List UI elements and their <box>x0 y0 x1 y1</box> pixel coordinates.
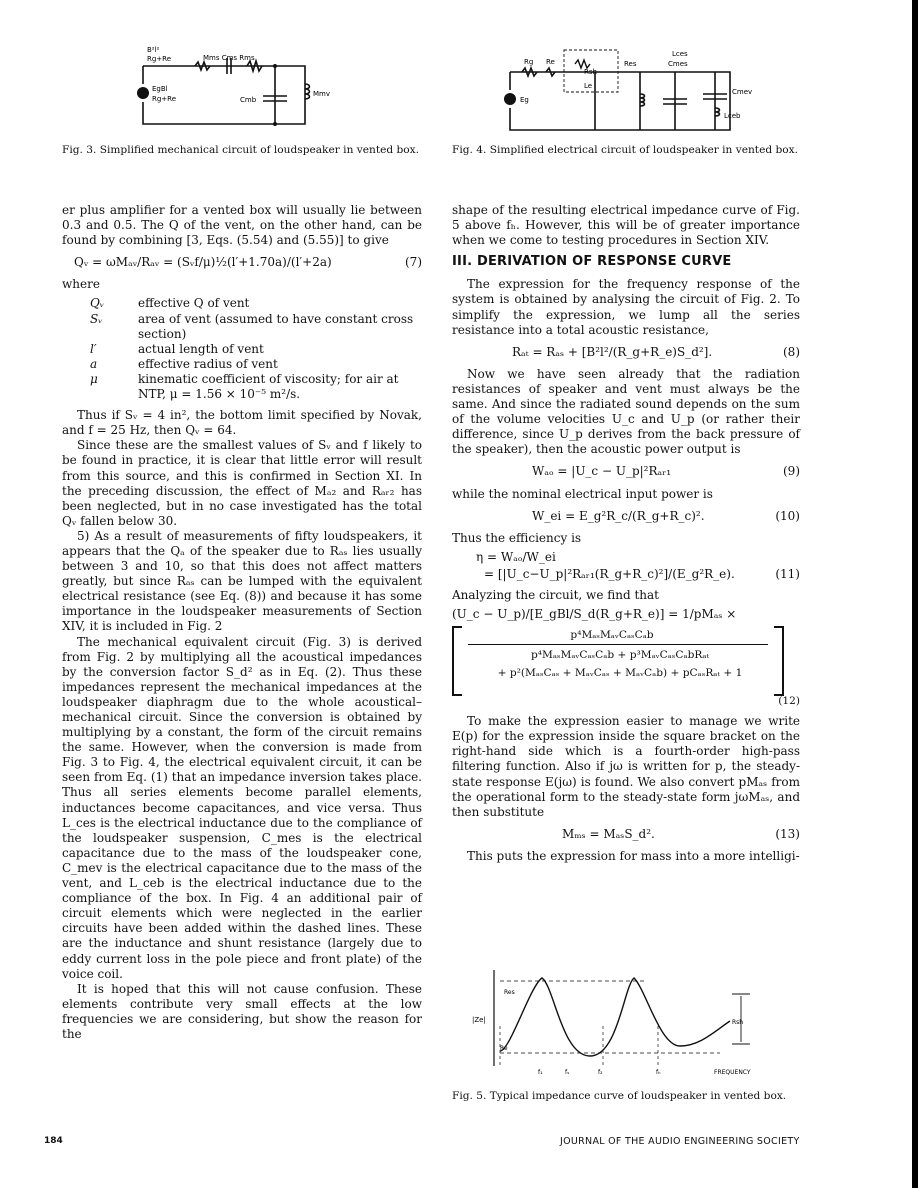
equation-10-number: (10) <box>775 508 800 523</box>
equation-8-number: (8) <box>783 344 800 359</box>
equation-11b <box>452 567 800 582</box>
equation-13 <box>452 827 800 842</box>
definition-symbol: l′ <box>90 341 97 356</box>
page-edge-bar <box>912 0 918 1188</box>
definition-symbol: Sᵥ <box>90 311 103 326</box>
definition-text: area of vent (assumed to have constant cross section) <box>138 311 414 341</box>
fig5-tick-fs: fₛ <box>565 1069 570 1076</box>
fig5-axis-label: FREQUENCY <box>714 1069 751 1076</box>
fig3-label-cmb: Cmb <box>240 96 257 104</box>
equation-13-expr: Mₘₛ = MₐₛS_d². <box>562 826 655 841</box>
fig5-tick-fh: fₕ <box>656 1069 661 1076</box>
fig5-label-res: Res <box>504 989 515 996</box>
symbol-definitions <box>62 296 422 402</box>
fig4-label-cmes: Cmes <box>668 60 688 68</box>
fig5-impedance-curve <box>470 966 790 1078</box>
equation-11-number: (11) <box>775 566 800 581</box>
definition-item <box>62 312 422 342</box>
equation-12-number: (12) <box>778 695 800 708</box>
fig3-label-top: B²l² <box>147 46 160 54</box>
definition-text: kinematic coefficient of viscosity; for air at NTP, μ = 1.56 × 10⁻⁵ m²/s. <box>138 371 399 402</box>
equation-9-number: (9) <box>783 464 800 479</box>
fig5-label-rsh: Rsh <box>732 1019 744 1026</box>
right-paragraph-1: shape of the resulting electrical impedance curve of Fig. 5 above fₕ. However, this will be of greater importance when we come to testing procedures in Section XIV. <box>452 203 800 248</box>
right-paragraph-2: The expression for the frequency response of the system is obtained by analysing the circuit of Fig. 2. To simplify the expression, we lump all the series resistance into a total acoustic resistance, <box>452 277 800 337</box>
fig5-label-ze: |Ze| <box>472 1016 486 1024</box>
fig4-label-lceb: Lceb <box>724 112 741 120</box>
fig4-label-re: Re <box>546 58 555 66</box>
fig4-label-rsh: Rsh <box>584 68 597 76</box>
equation-12-head: (U_c − U_p)/[E_gBl/S_d(R_g+R_e)] = 1/pMₐₛ × <box>452 607 737 622</box>
fig4-label-lces: Lces <box>672 50 688 58</box>
fig3-label-mmv: Mmv <box>313 90 331 98</box>
left-paragraph-1: er plus amplifier for a vented box will usually lie between 0.3 and 0.5. The Q of the vent, on the other hand, can be found by combining [3, Eqs. (5.54) and (5.55)] to give <box>62 203 422 248</box>
fig4-caption: Fig. 4. Simplified electrical circuit of loudspeaker in vented box. <box>452 144 798 156</box>
equation-12-fraction <box>452 626 800 710</box>
definition-symbol: a <box>90 356 98 371</box>
where-label: where <box>62 277 100 292</box>
equation-9 <box>452 464 800 479</box>
page-number: 184 <box>44 1136 63 1146</box>
right-paragraph-4: while the nominal electrical input power is <box>452 486 713 501</box>
fig3-mechanical-circuit <box>135 44 335 134</box>
definition-text: actual length of vent <box>138 341 264 356</box>
fig5-tick-f2: f₂ <box>598 1069 603 1076</box>
left-paragraph-5: The mechanical equivalent circuit (Fig. 3) is derived from Fig. 2 by multiplying all the acoustical impedances by the conversion factor S_d² as in Eq. (2). Thus these impedances represent the mechanical impedances at the loudspeaker diaphragm due to the whole acoustical–mechanical circuit. Since the conversion is obtained by multiplying by a constant, the form of the circuit remains the same. However, when the conversion is made from Fig. 3 to Fig. 4, the electrical equivalent circuit, it can be seen from Eq. (1) that an impedance inversion takes place. Thus all series elements become parallel elements, inductances become capacitances, and vice versa. Thus L_ces is the electrical inductance due to the compliance of the loudspeaker suspension, C_mes is the electrical capacitance due to the mass of the loudspeaker cone, C_mev is the electrical capacitance due to the mass of the vent, and L_ceb is the electrical inductance due to the compliance of the box. In Fig. 4 an additional pair of circuit elements which were neglected in the earlier circuits have been added within the dashed lines. These are the inductance and shunt resistance (largely due to eddy current loss in the pole piece and front plate) of the voice coil. <box>62 634 422 981</box>
definition-symbol: Qᵥ <box>90 296 105 311</box>
fig4-electrical-circuit <box>500 44 770 136</box>
fig4-label-le: Le <box>584 82 593 90</box>
definition-item <box>62 357 422 372</box>
fig4-label-res: Res <box>624 60 637 68</box>
left-paragraph-3: Since these are the smallest values of Sᵥ and f likely to be found in practice, it is clear that little error will result from this source, and this is confirmed in Section XI. In the preceding discussion, the effect of Mₐ₂ and Rₐᵣ₂ has been neglected, but in no case investigated has the total Qᵥ fallen below 30. <box>62 438 422 528</box>
definition-symbol: μ <box>90 371 98 386</box>
definition-item <box>62 372 422 402</box>
left-paragraph-2: Thus if Sᵥ = 4 in², the bottom limit specified by Novak, and f = 25 Hz, then Qᵥ = 64. <box>62 408 422 438</box>
equation-11b-expr: = [|U_c−U_p|²Rₐᵣ₁(R_g+R_c)²]/(E_g²R_e). <box>484 566 735 581</box>
journal-name: JOURNAL OF THE AUDIO ENGINEERING SOCIETY <box>560 1136 800 1147</box>
fig3-label-src-num: EgBl <box>152 85 168 93</box>
equation-10 <box>452 509 800 524</box>
fig5-tick-f1: f₁ <box>538 1069 543 1076</box>
left-paragraph-6: It is hoped that this will not cause confusion. These elements contribute very small effects at the low frequencies we are considering, but show the reason for the <box>62 981 422 1041</box>
right-column <box>452 203 800 864</box>
fig5-label-re: Re <box>500 1045 508 1052</box>
fig3-label-top-den: Rg+Re <box>147 55 172 63</box>
equation-12-numerator: p⁴MₐₛMₐᵥCₐₛCₐb <box>570 629 654 642</box>
fig3-label-src-den: Rg+Re <box>152 95 177 103</box>
equation-7-expr: Qᵥ = ωMₐᵥ/Rₐᵥ = (Sᵥf/μ)½(l′+1.70a)/(l′+2a) <box>74 255 332 270</box>
equation-11a <box>452 550 800 565</box>
equation-11a-expr: η = Wₐₒ/W_ei <box>476 549 556 564</box>
fig4-label-cmev: Cmev <box>732 88 753 96</box>
equation-7 <box>62 255 422 270</box>
right-paragraph-3: Now we have seen already that the radiation resistances of speaker and vent must always be the same. And since the radiated sound depends on the sum of the volume velocities U_c and U_p (or rather their difference, since U_p derives from the back pressure of the speaker), then the acoustic power output is <box>452 366 800 457</box>
right-paragraph-7: To make the expression easier to manage we write E(p) for the expression inside the square bracket on the right-hand side which is a fourth-order high-pass filtering function. Also if jω is written for p, the steady-state response E(jω) is found. We also convert pMₐₛ from the operational form to the steady-state form jωMₐₛ, and then substitute <box>452 714 800 819</box>
fig3-label-series: Mms Cms Rms <box>203 54 255 62</box>
equation-13-number: (13) <box>775 826 800 841</box>
equation-8-expr: Rₐₜ = Rₐₛ + [B²l²/(R_g+R_e)S_d²]. <box>512 344 713 359</box>
equation-10-expr: W_ei = E_g²R_c/(R_g+R_c)². <box>532 508 705 523</box>
definition-item <box>62 296 422 311</box>
left-column <box>62 203 422 1042</box>
fig5-caption: Fig. 5. Typical impedance curve of loudspeaker in vented box. <box>452 1090 787 1102</box>
equation-12-denominator-2: + p²(MₐₛCₐₛ + MₐᵥCₐₛ + MₐᵥCₐb) + pCₐₛRₐₜ + 1 <box>497 667 743 680</box>
right-paragraph-6: Analyzing the circuit, we find that <box>452 587 659 602</box>
fig3-caption: Fig. 3. Simplified mechanical circuit of loudspeaker in vented box. <box>62 144 420 156</box>
equation-9-expr: Wₐₒ = |U_c − U_p|²Rₐᵣ₁ <box>532 464 672 479</box>
fig4-label-rg: Rg <box>524 58 534 66</box>
equation-8 <box>452 345 800 360</box>
equation-7-number: (7) <box>405 255 422 270</box>
left-paragraph-4: 5) As a result of measurements of fifty loudspeakers, it appears that the Qₐ of the speaker due to Rₐₛ lies usually between 3 and 10, so that this does not affect matters greatly, but since Rₐₛ can be lumped with the equivalent electrical resistance (see Eq. (8)) and because it has some importance in the loudspeaker measurements of Section XIV, it is included in Fig. 2 <box>62 528 422 634</box>
definition-text: effective radius of vent <box>138 356 278 371</box>
equation-12-denominator-1: p⁴MₐₛMₐᵥCₐₛCₐb + p³MₐᵥCₐₛCₐbRₐₜ <box>530 649 710 662</box>
right-paragraph-8: This puts the expression for mass into a more intelligi- <box>467 848 800 863</box>
right-paragraph-5: Thus the efficiency is <box>452 530 582 545</box>
definition-text: effective Q of vent <box>138 296 250 311</box>
fig4-label-eg: Eg <box>520 96 529 104</box>
definition-item <box>62 342 422 357</box>
section-heading: III. DERIVATION OF RESPONSE CURVE <box>452 254 732 270</box>
